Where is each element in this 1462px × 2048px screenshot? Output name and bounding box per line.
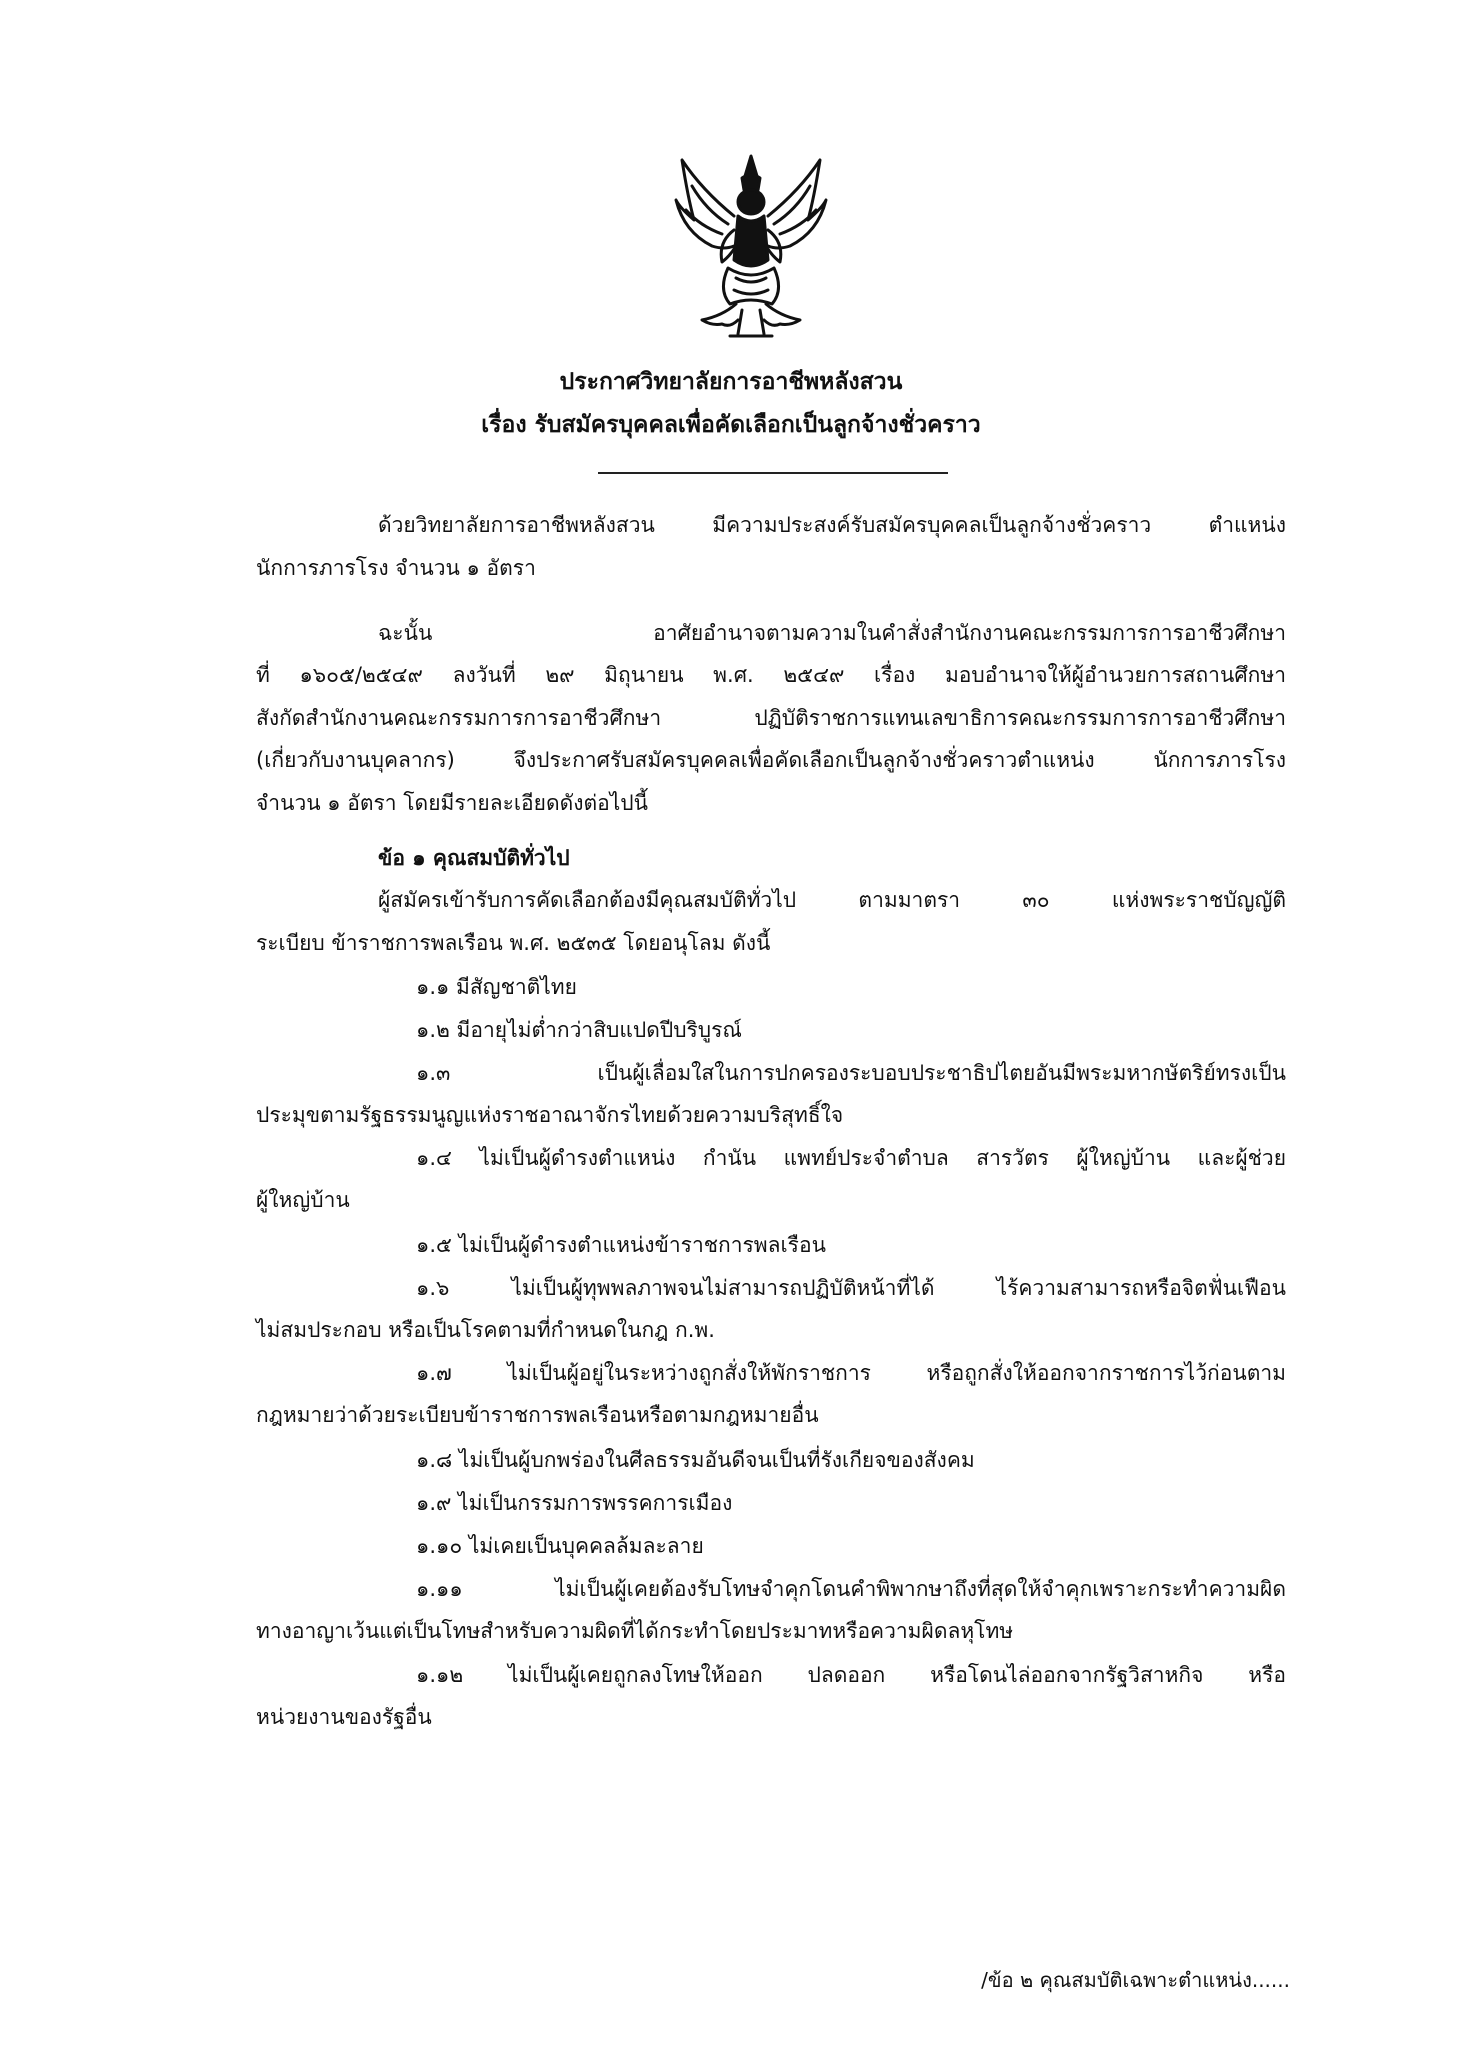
authority-line-1: ฉะนั้น อาศัยอำนาจตามความในคำสั่งสำนักงานคณะกรรมการการอาชีวศึกษา (378, 621, 1286, 645)
qualification-1-3b: ประมุขตามรัฐธรรมนูญแห่งราชอาณาจักรไทยด้วยความบริสุทธิ์ใจ (256, 1103, 844, 1127)
section-1-heading: ข้อ ๑ คุณสมบัติทั่วไป (378, 846, 570, 870)
section-1-intro-2: ระเบียบ ข้าราชการพลเรือน พ.ศ. ๒๕๓๕ โดยอนุโลม ดังนี้ (256, 931, 771, 955)
qualification-1-9: ๑.๙ ไม่เป็นกรรมการพรรคการเมือง (416, 1491, 733, 1515)
qualification-1-11a: ๑.๑๑ ไม่เป็นผู้เคยต้องรับโทษจำคุกโดนคำพิพากษาถึงที่สุดให้จำคุกเพราะกระทำความผิด (416, 1577, 1286, 1601)
qualification-1-12a: ๑.๑๒ ไม่เป็นผู้เคยถูกลงโทษให้ออก ปลดออก หรือโดนไล่ออกจากรัฐวิสาหกิจ หรือ (416, 1663, 1286, 1687)
qualification-1-3a: ๑.๓ เป็นผู้เลื่อมใสในการปกครองระบอบประชาธิปไตยอันมีพระมหากษัตริย์ทรงเป็น (416, 1061, 1286, 1085)
qualification-1-6b: ไม่สมประกอบ หรือเป็นโรคตามที่กำหนดในกฎ ก.พ. (256, 1318, 715, 1342)
intro-line-1: ด้วยวิทยาลัยการอาชีพหลังสวน มีความประสงค์รับสมัครบุคคลเป็นลูกจ้างชั่วคราว ตำแหน่ง (378, 513, 1286, 537)
garuda-emblem (672, 150, 830, 342)
authority-line-4: (เกี่ยวกับงานบุคลากร) จึงประกาศรับสมัครบุคคลเพื่อคัดเลือกเป็นลูกจ้างชั่วคราวตำแหน่ง นักการภารโรง (256, 748, 1286, 772)
authority-line-3: สังกัดสำนักงานคณะกรรมการการอาชีวศึกษา ปฏิบัติราชการแทนเลขาธิการคณะกรรมการการอาชีวศึกษา (256, 706, 1286, 730)
continuation-note: /ข้อ ๒ คุณสมบัติเฉพาะตำแหน่ง...... (981, 1968, 1290, 1992)
announcement-subject: เรื่อง รับสมัครบุคคลเพื่อคัดเลือกเป็นลูกจ้างชั่วคราว (481, 412, 981, 438)
qualification-1-8: ๑.๘ ไม่เป็นผู้บกพร่องในศีลธรรมอันดีจนเป็นที่รังเกียจของสังคม (416, 1448, 975, 1472)
qualification-1-7a: ๑.๗ ไม่เป็นผู้อยู่ในระหว่างถูกสั่งให้พักราชการ หรือถูกสั่งให้ออกจากราชการไว้ก่อนตาม (416, 1361, 1286, 1385)
announcement-title: ประกาศวิทยาลัยการอาชีพหลังสวน (559, 369, 903, 395)
intro-line-2: นักการภารโรง จำนวน ๑ อัตรา (256, 556, 536, 580)
qualification-1-6a: ๑.๖ ไม่เป็นผู้ทุพพลภาพจนไม่สามารถปฏิบัติหน้าที่ได้ ไร้ความสามารถหรือจิตฟั่นเฟือน (416, 1276, 1286, 1300)
qualification-1-10: ๑.๑๐ ไม่เคยเป็นบุคคลล้มละลาย (416, 1534, 704, 1558)
qualification-1-7b: กฎหมายว่าด้วยระเบียบข้าราชการพลเรือนหรือตามกฎหมายอื่น (256, 1403, 819, 1427)
qualification-1-12b: หน่วยงานของรัฐอื่น (256, 1705, 432, 1729)
qualification-1-2: ๑.๒ มีอายุไม่ต่ำกว่าสิบแปดปีบริบูรณ์ (416, 1018, 742, 1042)
authority-line-2: ที่ ๑๖๐๕/๒๕๔๙ ลงวันที่ ๒๙ มิถุนายน พ.ศ. ๒๕๔๙ เรื่อง มอบอำนาจให้ผู้อำนวยการสถานศึกษา (256, 663, 1286, 687)
authority-line-5: จำนวน ๑ อัตรา โดยมีรายละเอียดดังต่อไปนี้ (256, 791, 648, 815)
qualification-1-4b: ผู้ใหญ่บ้าน (256, 1188, 350, 1212)
qualification-1-4a: ๑.๔ ไม่เป็นผู้ดำรงตำแหน่ง กำนัน แพทย์ประจำตำบล สารวัตร ผู้ใหญ่บ้าน และผู้ช่วย (416, 1146, 1286, 1170)
qualification-1-5: ๑.๕ ไม่เป็นผู้ดำรงตำแหน่งข้าราชการพลเรือน (416, 1233, 826, 1257)
title-divider (598, 472, 948, 474)
qualification-1-1: ๑.๑ มีสัญชาติไทย (416, 975, 577, 999)
qualification-1-11b: ทางอาญาเว้นแต่เป็นโทษสำหรับความผิดที่ได้กระทำโดยประมาทหรือความผิดลหุโทษ (256, 1619, 1014, 1643)
section-1-intro-1: ผู้สมัครเข้ารับการคัดเลือกต้องมีคุณสมบัติทั่วไป ตามมาตรา ๓๐ แห่งพระราชบัญญัติ (378, 888, 1286, 912)
